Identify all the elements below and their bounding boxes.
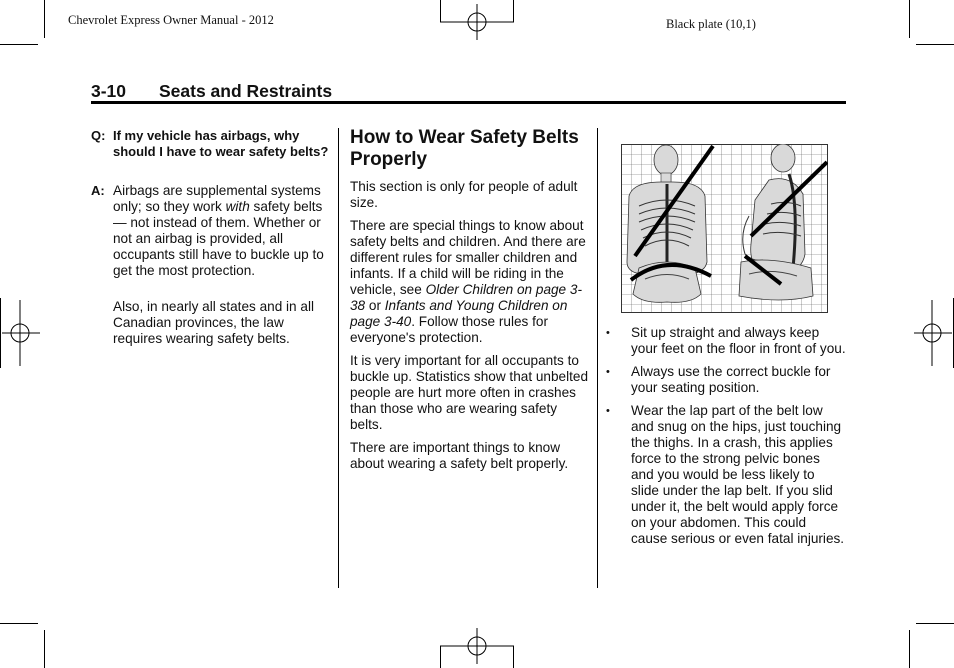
children-text-post: . Follow those rules for everyone's protection.	[350, 314, 548, 345]
main-heading: How to Wear Safety Belts Properly	[350, 127, 579, 170]
column-divider-1	[338, 128, 339, 588]
paragraph-important: There are important things to know about wearing a safety belt properly.	[350, 440, 569, 471]
answer-followup: Also, in nearly all states and in all Canadian provinces, the law requires wearing safety belts.	[113, 299, 314, 346]
column-divider-2	[597, 128, 598, 588]
registration-mark-bottom	[440, 624, 514, 668]
belt-tips-list	[606, 325, 846, 554]
main-column	[350, 127, 590, 479]
question-text: If my vehicle has airbags, why should I have to wear safety belts?	[113, 128, 329, 159]
section-number: 3-10	[91, 81, 127, 101]
bullet-marker: •	[606, 327, 610, 339]
registration-mark-right	[910, 300, 954, 366]
paragraph-adult-size: This section is only for people of adult size.	[350, 179, 578, 210]
registration-mark-left	[0, 300, 44, 366]
children-text-pre: There are special things to know about safety belts and children. And there are different rules for smaller children and infants. If a child will be riding in the vehicle, see	[350, 218, 586, 297]
answer-label: A:	[91, 183, 105, 198]
paragraph-children	[350, 218, 590, 346]
infants-link[interactable]: Infants and Young Children on page 3-40	[350, 298, 568, 329]
list-item	[606, 325, 846, 357]
registration-mark-top	[440, 0, 514, 44]
older-children-link[interactable]: Older Children on page 3-38	[350, 282, 582, 313]
answer-pre: Airbags are supplemental systems only; so they work	[113, 183, 321, 214]
children-text-or: or	[365, 298, 385, 313]
bullet-marker: •	[606, 405, 610, 417]
list-item	[606, 403, 846, 547]
section-title: Seats and Restraints	[159, 81, 333, 101]
answer-text	[113, 183, 335, 279]
bullet-text: Sit up straight and always keep your feet on the floor in front of you.	[631, 325, 846, 356]
paragraph-statistics: It is very important for all occupants to buckle up. Statistics show that unbelted people are hurt more often in crashes than those who are wearing safety belts.	[350, 353, 589, 432]
safety-belt-illustration	[621, 144, 828, 313]
answer-emphasis: with	[225, 199, 250, 214]
bullet-text: Always use the correct buckle for your seating position.	[631, 364, 831, 395]
question-label: Q:	[91, 128, 106, 143]
bullet-marker: •	[606, 366, 610, 378]
bullet-text: Wear the lap part of the belt low and snug on the hips, just touching the thighs. In a crash, this applies force to the strong pelvic bones and you would be less likely to slide under the lap belt. If you slid under it, the belt would apply force on your abdomen. This could cause serious or even fatal injuries.	[631, 403, 845, 546]
list-item	[606, 364, 846, 396]
section-rule	[91, 101, 846, 104]
plate-label: Black plate (10,1)	[666, 17, 756, 31]
answer-post: safety belts — not instead of them. Whether or not an airbag is provided, all occupants still have to buckle up to get the most protection.	[113, 199, 324, 278]
manual-title: Chevrolet Express Owner Manual - 2012	[68, 13, 274, 27]
